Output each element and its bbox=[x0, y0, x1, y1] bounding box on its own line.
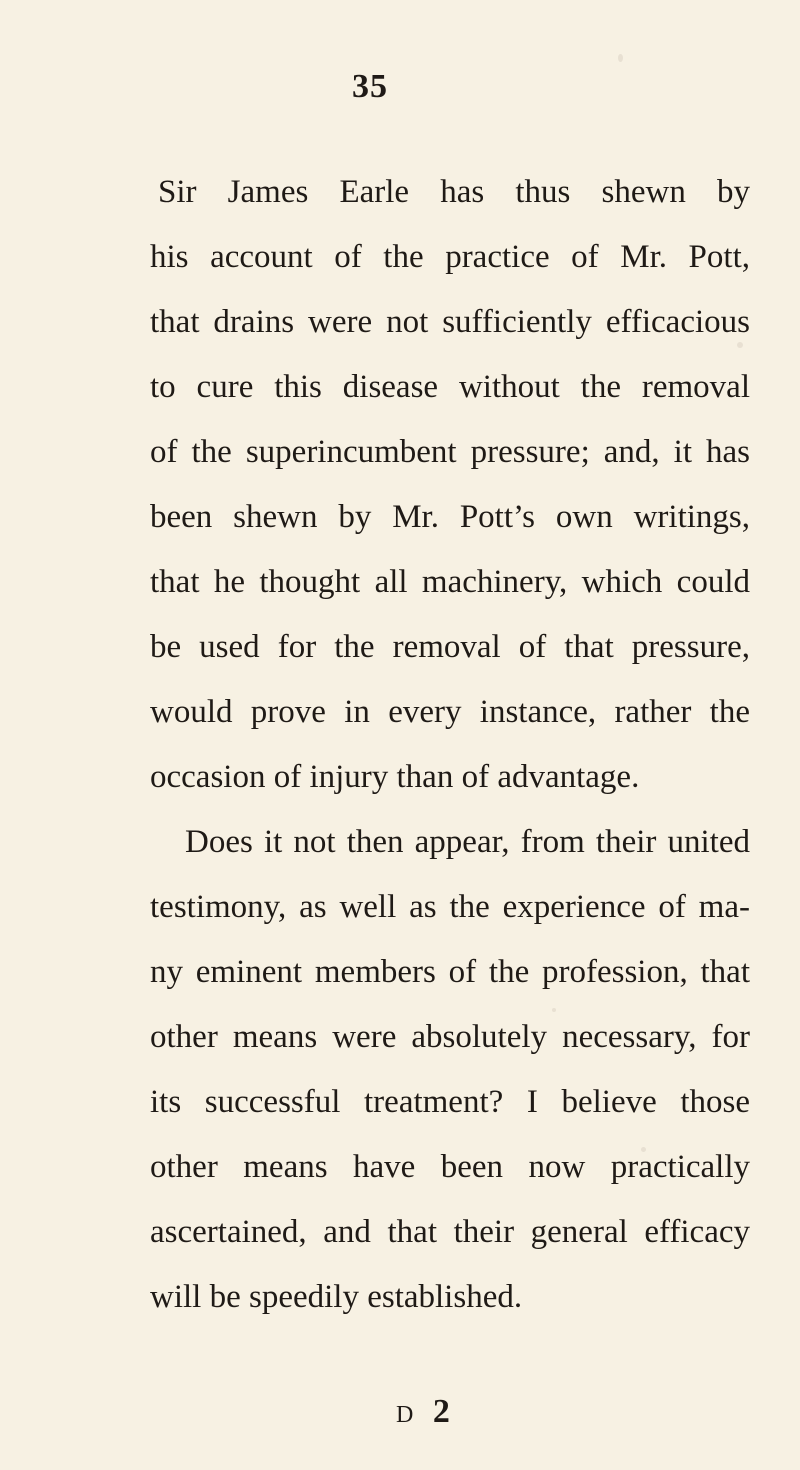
signature-number: 2 bbox=[432, 1393, 451, 1430]
signature-mark bbox=[396, 1393, 451, 1431]
signature-letter: D bbox=[396, 1402, 417, 1428]
text-line-12: testimony, as well as the experience of ma- bbox=[150, 889, 750, 925]
text-line-11: Does it not then appear, from their united bbox=[185, 824, 750, 860]
text-line-6: been shewn by Mr. Pott’s own writings, bbox=[150, 499, 750, 535]
text-line-4: to cure this disease without the removal bbox=[150, 369, 750, 405]
page-number: 35 bbox=[352, 68, 388, 105]
text-line-1: Sir James Earle has thus shewn by bbox=[158, 174, 750, 210]
paper-spot bbox=[618, 54, 623, 62]
text-line-2: his account of the practice of Mr. Pott, bbox=[150, 239, 750, 275]
text-line-14: other means were absolutely necessary, for bbox=[150, 1019, 750, 1055]
text-line-7: that he thought all machinery, which could bbox=[150, 564, 750, 600]
text-line-10: occasion of injury than of advantage. bbox=[150, 759, 640, 795]
paper-spot bbox=[552, 1008, 556, 1012]
text-line-3: that drains were not sufficiently efficacious bbox=[150, 304, 750, 340]
text-line-17: ascertained, and that their general efficacy bbox=[150, 1214, 750, 1250]
text-line-15: its successful treatment? I believe those bbox=[150, 1084, 750, 1120]
text-line-16: other means have been now practically bbox=[150, 1149, 750, 1185]
text-line-9: would prove in every instance, rather the bbox=[150, 694, 750, 730]
paper-spot bbox=[737, 342, 743, 348]
paper-spot bbox=[641, 1147, 646, 1152]
body-text bbox=[150, 160, 750, 1330]
text-line-8: be used for the removal of that pressure, bbox=[150, 629, 750, 665]
text-line-13: ny eminent members of the profession, that bbox=[150, 954, 750, 990]
text-line-18: will be speedily established. bbox=[150, 1279, 523, 1315]
text-line-5: of the superincumbent pressure; and, it has bbox=[150, 434, 750, 470]
